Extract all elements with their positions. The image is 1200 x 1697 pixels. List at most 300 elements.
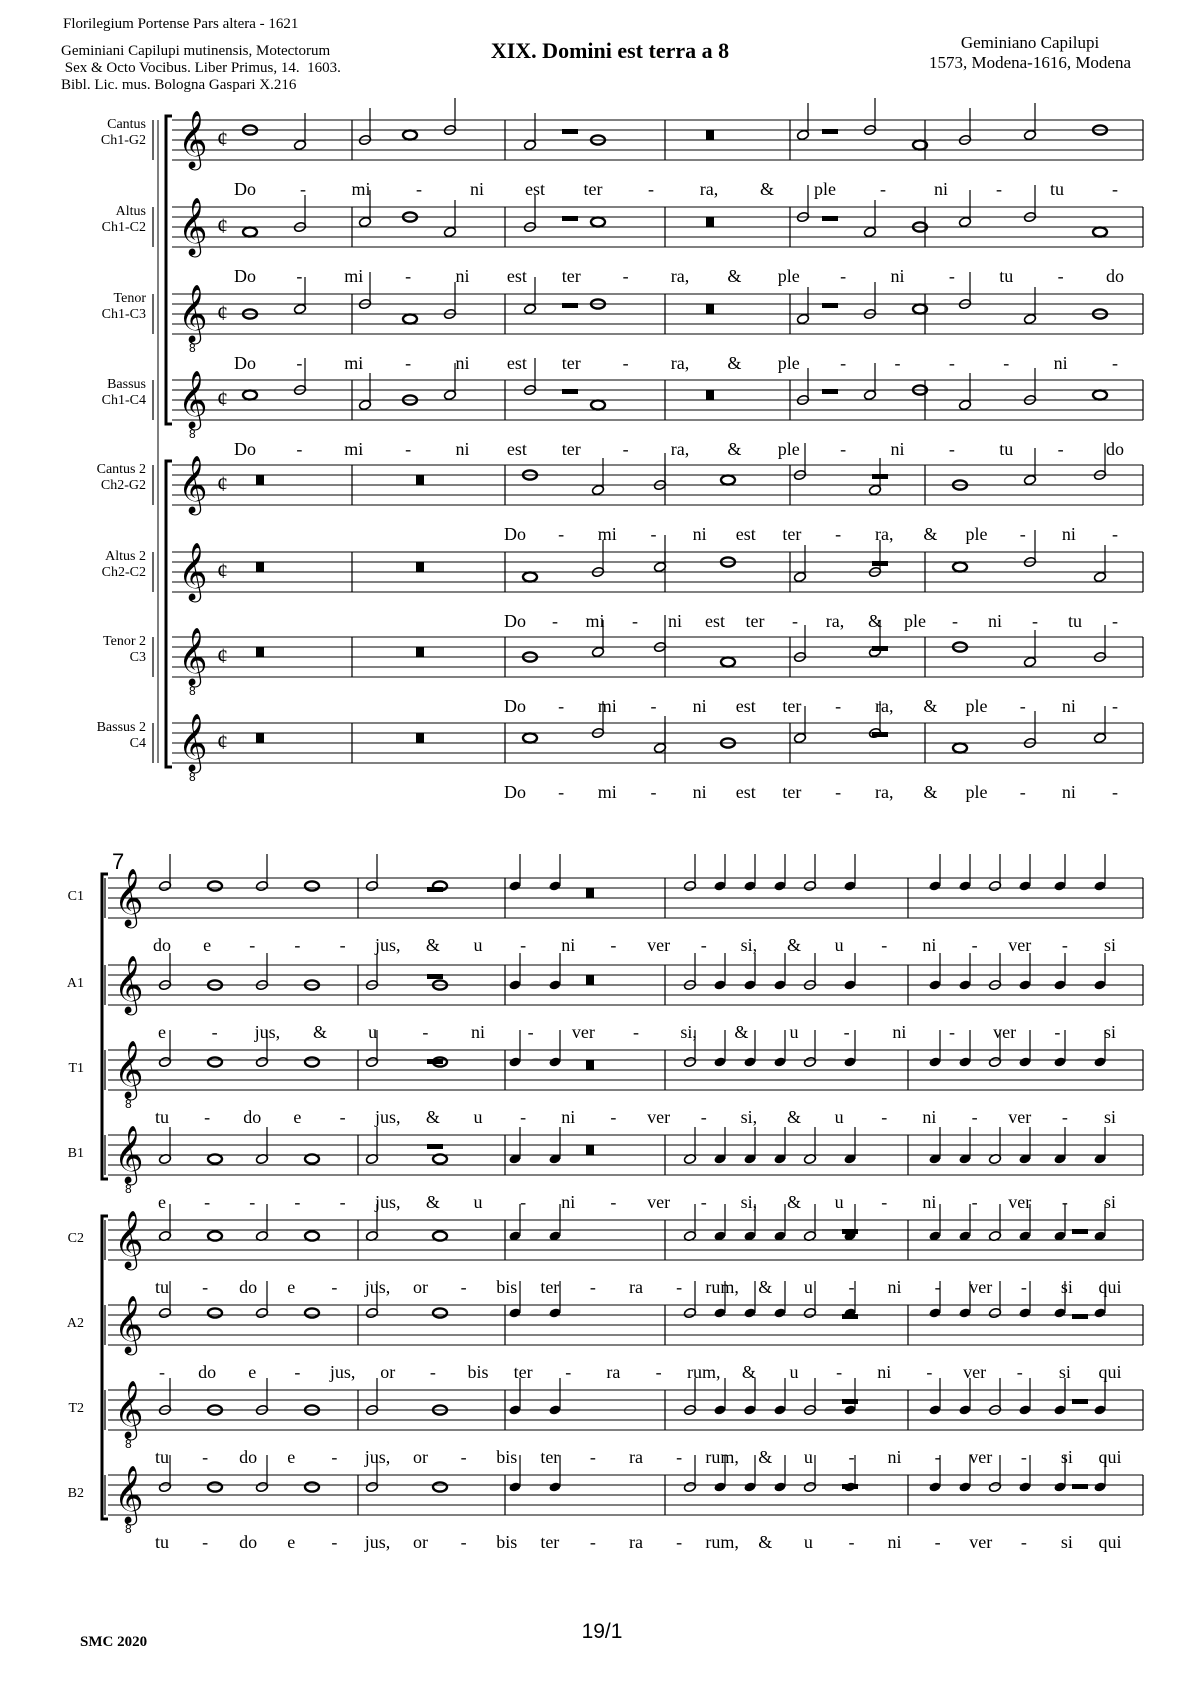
note xyxy=(713,1378,726,1416)
lyric-syllable: ni xyxy=(933,179,949,199)
lyric-syllable: - xyxy=(835,696,842,716)
lyric-syllable: ra, xyxy=(874,696,894,716)
choir-bracket xyxy=(102,1216,108,1519)
note xyxy=(1053,953,1066,991)
note xyxy=(403,130,417,139)
octave-mark: 8 xyxy=(125,1437,132,1451)
lyric-syllable: mi xyxy=(344,266,364,286)
whole-rest xyxy=(562,129,578,134)
note xyxy=(988,854,1001,892)
lyric-syllable: & xyxy=(758,1532,773,1552)
lyric-syllable: - xyxy=(339,1107,346,1127)
note-head xyxy=(953,743,967,752)
note-head xyxy=(433,1308,447,1317)
lyric-syllable: - xyxy=(527,1022,534,1042)
lyric-syllable: - xyxy=(952,611,958,631)
note xyxy=(255,854,268,892)
lyric-syllable: ni xyxy=(455,353,470,373)
lyric-syllable: - xyxy=(558,696,565,716)
lyric-syllable: bis xyxy=(467,1362,489,1382)
lyric-syllable: est xyxy=(506,439,527,459)
lyric-syllable: do xyxy=(239,1277,258,1297)
choir-bracket xyxy=(102,874,108,1179)
note xyxy=(743,854,756,892)
note xyxy=(863,200,876,238)
lyric-syllable: u xyxy=(368,1022,378,1042)
note xyxy=(928,953,941,991)
note xyxy=(433,1308,447,1317)
lyric-syllable: - xyxy=(296,266,303,286)
octave-mark: 8 xyxy=(189,770,196,784)
note-head xyxy=(305,1482,319,1491)
note-head xyxy=(433,1154,447,1163)
lyric-syllable: - xyxy=(552,611,558,631)
lyric-syllable: - xyxy=(202,1447,209,1467)
note xyxy=(803,1204,816,1242)
note-head xyxy=(523,572,537,581)
lyric-syllable: - xyxy=(204,1192,211,1212)
note xyxy=(713,1030,726,1068)
note xyxy=(508,854,521,892)
lyric-syllable: ni xyxy=(469,179,485,199)
lyric-syllable: - xyxy=(520,935,527,955)
lyric-syllable: - xyxy=(996,179,1002,199)
note xyxy=(773,1127,786,1165)
lyric-syllable: - xyxy=(676,1532,683,1552)
edition-mark: SMC 2020 xyxy=(80,1634,148,1650)
staff-clef: Ch1-C3 xyxy=(101,307,146,322)
note xyxy=(158,854,171,892)
note-head xyxy=(208,881,222,890)
lyric-syllable: ni xyxy=(987,611,1003,631)
lyric-syllable: ple xyxy=(965,696,988,716)
note xyxy=(928,1030,941,1068)
lyric-syllable: ra, xyxy=(699,179,719,199)
lyric-syllable: do xyxy=(239,1532,258,1552)
lyric-syllable: e xyxy=(287,1532,296,1552)
lyric-syllable: - xyxy=(655,1362,662,1382)
note xyxy=(958,953,971,991)
lyric-syllable: - xyxy=(558,782,565,802)
lyric-syllable: si xyxy=(1060,1532,1073,1552)
treble-clef-icon: 𝄞 xyxy=(178,543,208,599)
staff-name: Tenor xyxy=(113,291,146,306)
note-head xyxy=(523,733,537,742)
lyric-syllable: ra, xyxy=(825,611,845,631)
note xyxy=(958,1127,971,1165)
note-head xyxy=(305,1231,319,1240)
lyric-syllable: Do xyxy=(504,524,526,544)
whole-rest xyxy=(562,389,578,394)
choir-bracket xyxy=(166,116,172,424)
lyric-syllable: - xyxy=(520,1192,527,1212)
lyric-syllable: & xyxy=(727,353,742,373)
lyric-syllable: ter xyxy=(745,611,765,631)
lyric-syllable: - xyxy=(405,266,412,286)
whole-rest xyxy=(822,303,838,308)
lyric-syllable: - xyxy=(1112,611,1118,631)
lyric-syllable: - xyxy=(460,1277,467,1297)
lyric-syllable: est xyxy=(525,179,545,199)
note-head xyxy=(208,1308,222,1317)
page-number: 19/1 xyxy=(581,1620,623,1643)
lyric-syllable: qui xyxy=(1098,1532,1122,1552)
breve-rest xyxy=(586,1060,594,1070)
note xyxy=(1053,1127,1066,1165)
note xyxy=(743,1378,756,1416)
note xyxy=(243,390,257,399)
lyric-syllable: mi xyxy=(351,179,371,199)
lyric-syllable: - xyxy=(1061,1107,1068,1127)
lyric-syllable: - xyxy=(948,353,955,373)
note-head xyxy=(721,657,735,666)
lyric-syllable: ter xyxy=(782,782,802,802)
lyric-syllable: & xyxy=(734,1022,749,1042)
lyric-syllable: or xyxy=(380,1362,396,1382)
note xyxy=(863,363,876,401)
note xyxy=(743,953,756,991)
measure-number: 7 xyxy=(112,849,125,874)
whole-rest xyxy=(427,974,443,979)
lyric-syllable: - xyxy=(881,1107,888,1127)
lyric-syllable: jus, xyxy=(374,1192,401,1212)
whole-rest xyxy=(427,1144,443,1149)
lyric-syllable: & xyxy=(923,696,938,716)
staff-name: T2 xyxy=(68,1401,84,1416)
lyric-syllable: - xyxy=(520,1107,527,1127)
staff xyxy=(153,628,1143,698)
treble-clef-icon: 𝄞 xyxy=(114,956,144,1012)
breve-rest xyxy=(256,647,264,657)
lyric-syllable: Do xyxy=(504,611,526,631)
whole-rest xyxy=(872,474,888,479)
lyric-syllable: si xyxy=(1060,1277,1073,1297)
breve-rest xyxy=(706,390,714,400)
lyric-syllable: ni xyxy=(887,1277,902,1297)
note xyxy=(293,113,306,151)
lyric-syllable: e xyxy=(158,1022,166,1042)
lyric-syllable: & xyxy=(425,1107,440,1127)
lyric-syllable: - xyxy=(1003,353,1010,373)
note xyxy=(773,1204,786,1242)
note xyxy=(743,1127,756,1165)
lyric-syllable: mi xyxy=(585,611,605,631)
note-head xyxy=(591,217,605,226)
note xyxy=(953,743,967,752)
lyric-syllable: mi xyxy=(597,782,617,802)
lyric-syllable: - xyxy=(1057,266,1064,286)
note xyxy=(1018,1378,1031,1416)
lyric-syllable: - xyxy=(296,439,303,459)
staves xyxy=(102,111,1143,1536)
note xyxy=(773,1030,786,1068)
lyric-syllable: mi xyxy=(597,696,617,716)
lyric-syllable: & xyxy=(425,1192,440,1212)
lyric-syllable: ra xyxy=(629,1277,643,1297)
lyric-syllable: - xyxy=(1019,782,1026,802)
lyric-syllable: bis xyxy=(496,1532,518,1552)
lyric-syllable: - xyxy=(622,353,629,373)
lyric-syllable: mi xyxy=(344,439,364,459)
note-head xyxy=(403,130,417,139)
note xyxy=(1093,1378,1106,1416)
lyric-syllable: - xyxy=(650,524,657,544)
lyric-syllable: - xyxy=(558,524,565,544)
lyric-syllable: - xyxy=(331,1447,338,1467)
whole-rest xyxy=(1072,1484,1088,1489)
lyric-syllable: bis xyxy=(496,1277,518,1297)
staff-name: Altus xyxy=(115,204,146,219)
lyric-syllable: ni xyxy=(561,935,576,955)
staff-clef: C4 xyxy=(129,736,146,751)
note xyxy=(433,1231,447,1240)
note xyxy=(358,373,371,411)
note xyxy=(843,854,856,892)
note-head xyxy=(208,1482,222,1491)
octave-mark: 8 xyxy=(125,1522,132,1536)
lyric-syllable: tu xyxy=(154,1277,170,1297)
lyric-syllable: - xyxy=(880,179,886,199)
lyric-syllable: est xyxy=(705,611,725,631)
lyric-syllable: - xyxy=(934,1277,941,1297)
note-head xyxy=(403,314,417,323)
treble-clef-icon: 𝄞 xyxy=(114,1296,144,1352)
note xyxy=(958,1030,971,1068)
lyric-syllable: u xyxy=(803,1532,813,1552)
lyric-syllable: - xyxy=(1032,611,1038,631)
breve-rest xyxy=(706,130,714,140)
note xyxy=(548,953,561,991)
lyric-syllable: - xyxy=(610,1192,617,1212)
whole-rest xyxy=(872,646,888,651)
lyric-syllable: ni xyxy=(887,1532,902,1552)
note xyxy=(988,1204,1001,1242)
lyric-syllable: - xyxy=(202,1532,209,1552)
whole-rest xyxy=(842,1399,858,1404)
lyric-syllable: ni xyxy=(692,524,707,544)
lyric-syllable: ra, xyxy=(670,266,690,286)
lyric-syllable: - xyxy=(934,1532,941,1552)
staff-name: B2 xyxy=(67,1486,84,1501)
breve-rest xyxy=(706,217,714,227)
lyric-syllable: or xyxy=(413,1447,429,1467)
note xyxy=(1018,1030,1031,1068)
lyric-syllable: tu xyxy=(154,1107,170,1127)
breve-rest xyxy=(586,888,594,898)
note-head xyxy=(433,1231,447,1240)
lyric-syllable: - xyxy=(249,1192,256,1212)
lyric-syllable: - xyxy=(610,935,617,955)
note xyxy=(1023,287,1036,325)
note xyxy=(1053,1378,1066,1416)
cut-time-icon: ¢ xyxy=(217,213,228,238)
note-head xyxy=(243,227,257,236)
lyric-syllable: - xyxy=(610,1107,617,1127)
note xyxy=(988,1127,1001,1165)
lyric-syllable: ter xyxy=(540,1277,560,1297)
lyric-syllable: - xyxy=(331,1532,338,1552)
note xyxy=(208,1154,222,1163)
octave-mark: 8 xyxy=(189,427,196,441)
lyrics xyxy=(153,179,1124,1552)
lyric-syllable: do xyxy=(1106,439,1124,459)
note xyxy=(1093,227,1107,236)
lyric-syllable: ter xyxy=(540,1532,560,1552)
note xyxy=(1018,953,1031,991)
note xyxy=(958,190,971,228)
note xyxy=(1093,390,1107,399)
treble-clef-icon: 𝄞 xyxy=(178,456,208,512)
lyric-syllable: si xyxy=(1060,1447,1073,1467)
lyric-syllable: - xyxy=(1020,1447,1027,1467)
lyric-syllable: - xyxy=(204,1107,211,1127)
cut-time-icon: ¢ xyxy=(217,386,228,411)
lyric-syllable: si xyxy=(1103,935,1117,955)
lyric-syllable: - xyxy=(848,1277,855,1297)
cut-time-icon: ¢ xyxy=(217,126,228,151)
lyric-syllable: - xyxy=(1112,524,1118,544)
treble-clef-icon: 𝄞 xyxy=(114,1211,144,1267)
lyric-syllable: ter xyxy=(782,696,802,716)
note xyxy=(591,217,605,226)
note xyxy=(1023,630,1036,668)
note xyxy=(958,1204,971,1242)
lyric-syllable: & xyxy=(425,935,440,955)
lyric-syllable: do xyxy=(153,935,171,955)
breve-rest xyxy=(256,562,264,572)
lyric-syllable: - xyxy=(589,1447,596,1467)
note xyxy=(255,1204,268,1242)
note xyxy=(1093,953,1106,991)
note xyxy=(803,1030,816,1068)
lyric-syllable: ver xyxy=(647,1107,671,1127)
staff-name: A1 xyxy=(66,976,84,991)
note xyxy=(591,400,605,409)
lyric-syllable: est xyxy=(735,524,756,544)
lyric-syllable: ra, xyxy=(670,353,690,373)
lyric-syllable: - xyxy=(971,935,978,955)
octave-mark: 8 xyxy=(125,1182,132,1196)
cut-time-icon: ¢ xyxy=(217,300,228,325)
lyric-syllable: - xyxy=(1112,782,1118,802)
lyric-syllable: ni xyxy=(470,1022,486,1042)
lyric-syllable: - xyxy=(700,1107,707,1127)
note xyxy=(713,953,726,991)
source-line-4: Bibl. Lic. mus. Bologna Gaspari X.216 xyxy=(61,77,297,93)
lyric-syllable: & xyxy=(727,439,742,459)
lyric-syllable: - xyxy=(676,1447,683,1467)
lyric-syllable: - xyxy=(249,935,256,955)
note xyxy=(843,953,856,991)
whole-rest xyxy=(1072,1229,1088,1234)
lyric-syllable: & xyxy=(312,1022,328,1042)
note xyxy=(548,1127,561,1165)
choir-bracket xyxy=(166,461,172,767)
lyric-syllable: e xyxy=(203,935,212,955)
lyric-syllable: si xyxy=(1103,1107,1117,1127)
staff-name: Altus 2 xyxy=(105,549,146,564)
lyric-syllable: - xyxy=(294,935,301,955)
lyric-syllable: & xyxy=(758,1277,773,1297)
note xyxy=(508,953,521,991)
lyric-syllable: u xyxy=(803,1447,813,1467)
lyric-syllable: - xyxy=(840,439,847,459)
lyric-syllable: & xyxy=(786,1192,802,1212)
note xyxy=(255,1281,268,1319)
lyric-syllable: - xyxy=(1112,353,1118,373)
lyric-syllable: - xyxy=(971,1192,978,1212)
lyric-syllable: u xyxy=(789,1022,799,1042)
lyric-syllable: - xyxy=(632,611,638,631)
lyric-syllable: ra xyxy=(629,1532,643,1552)
lyric-syllable: ple xyxy=(965,524,988,544)
lyric-syllable: Do xyxy=(234,179,256,199)
treble-clef-icon: 𝄞 xyxy=(114,1381,144,1437)
lyric-syllable: si xyxy=(1058,1362,1071,1382)
staff-name: A2 xyxy=(66,1316,84,1331)
lyric-syllable: ni xyxy=(887,1447,902,1467)
lyric-syllable: est xyxy=(506,266,527,286)
lyric-syllable: do xyxy=(243,1107,262,1127)
note xyxy=(1053,854,1066,892)
note xyxy=(508,1378,521,1416)
note xyxy=(721,657,735,666)
note-head xyxy=(305,1308,319,1317)
note xyxy=(773,1378,786,1416)
note xyxy=(1093,545,1106,583)
lyric-syllable: - xyxy=(416,179,422,199)
note xyxy=(796,287,809,325)
lyric-syllable: ver xyxy=(1008,935,1032,955)
lyric-syllable: u xyxy=(789,1362,799,1382)
treble-clef-icon: 𝄞 xyxy=(178,111,208,167)
note xyxy=(803,854,816,892)
cut-time-icon: ¢ xyxy=(217,729,228,754)
staff xyxy=(153,198,1143,258)
lyric-syllable: - xyxy=(843,1022,850,1042)
note-head xyxy=(1093,390,1107,399)
note xyxy=(548,1030,561,1068)
staff xyxy=(105,1381,1143,1451)
octave-mark: 8 xyxy=(189,341,196,355)
lyric-syllable: Do xyxy=(234,439,256,459)
lyric-syllable: - xyxy=(405,353,412,373)
lyric-syllable: - xyxy=(460,1447,467,1467)
lyric-syllable: ter xyxy=(513,1362,533,1382)
lyric-syllable: or xyxy=(413,1277,429,1297)
note xyxy=(958,1378,971,1416)
note xyxy=(208,881,222,890)
staff-clef: Ch2-G2 xyxy=(100,478,146,493)
treble-clef-icon: 𝄞 xyxy=(114,1126,144,1182)
lyric-syllable: - xyxy=(650,696,657,716)
lyric-syllable: qui xyxy=(1098,1362,1122,1382)
lyric-syllable: ni xyxy=(667,611,683,631)
note xyxy=(208,1482,222,1491)
lyric-syllable: ver xyxy=(1008,1107,1032,1127)
lyric-syllable: tu xyxy=(1049,179,1065,199)
lyric-syllable: e xyxy=(158,1192,166,1212)
lyric-syllable: ni xyxy=(561,1192,576,1212)
lyric-syllable: si, xyxy=(740,935,758,955)
cut-time-icon: ¢ xyxy=(217,471,228,496)
lyric-syllable: qui xyxy=(1098,1277,1122,1297)
lyric-syllable: - xyxy=(881,1192,888,1212)
lyric-syllable: do xyxy=(1106,266,1124,286)
staff-name: B1 xyxy=(67,1146,84,1161)
staff xyxy=(153,456,1143,516)
note xyxy=(843,1378,856,1416)
